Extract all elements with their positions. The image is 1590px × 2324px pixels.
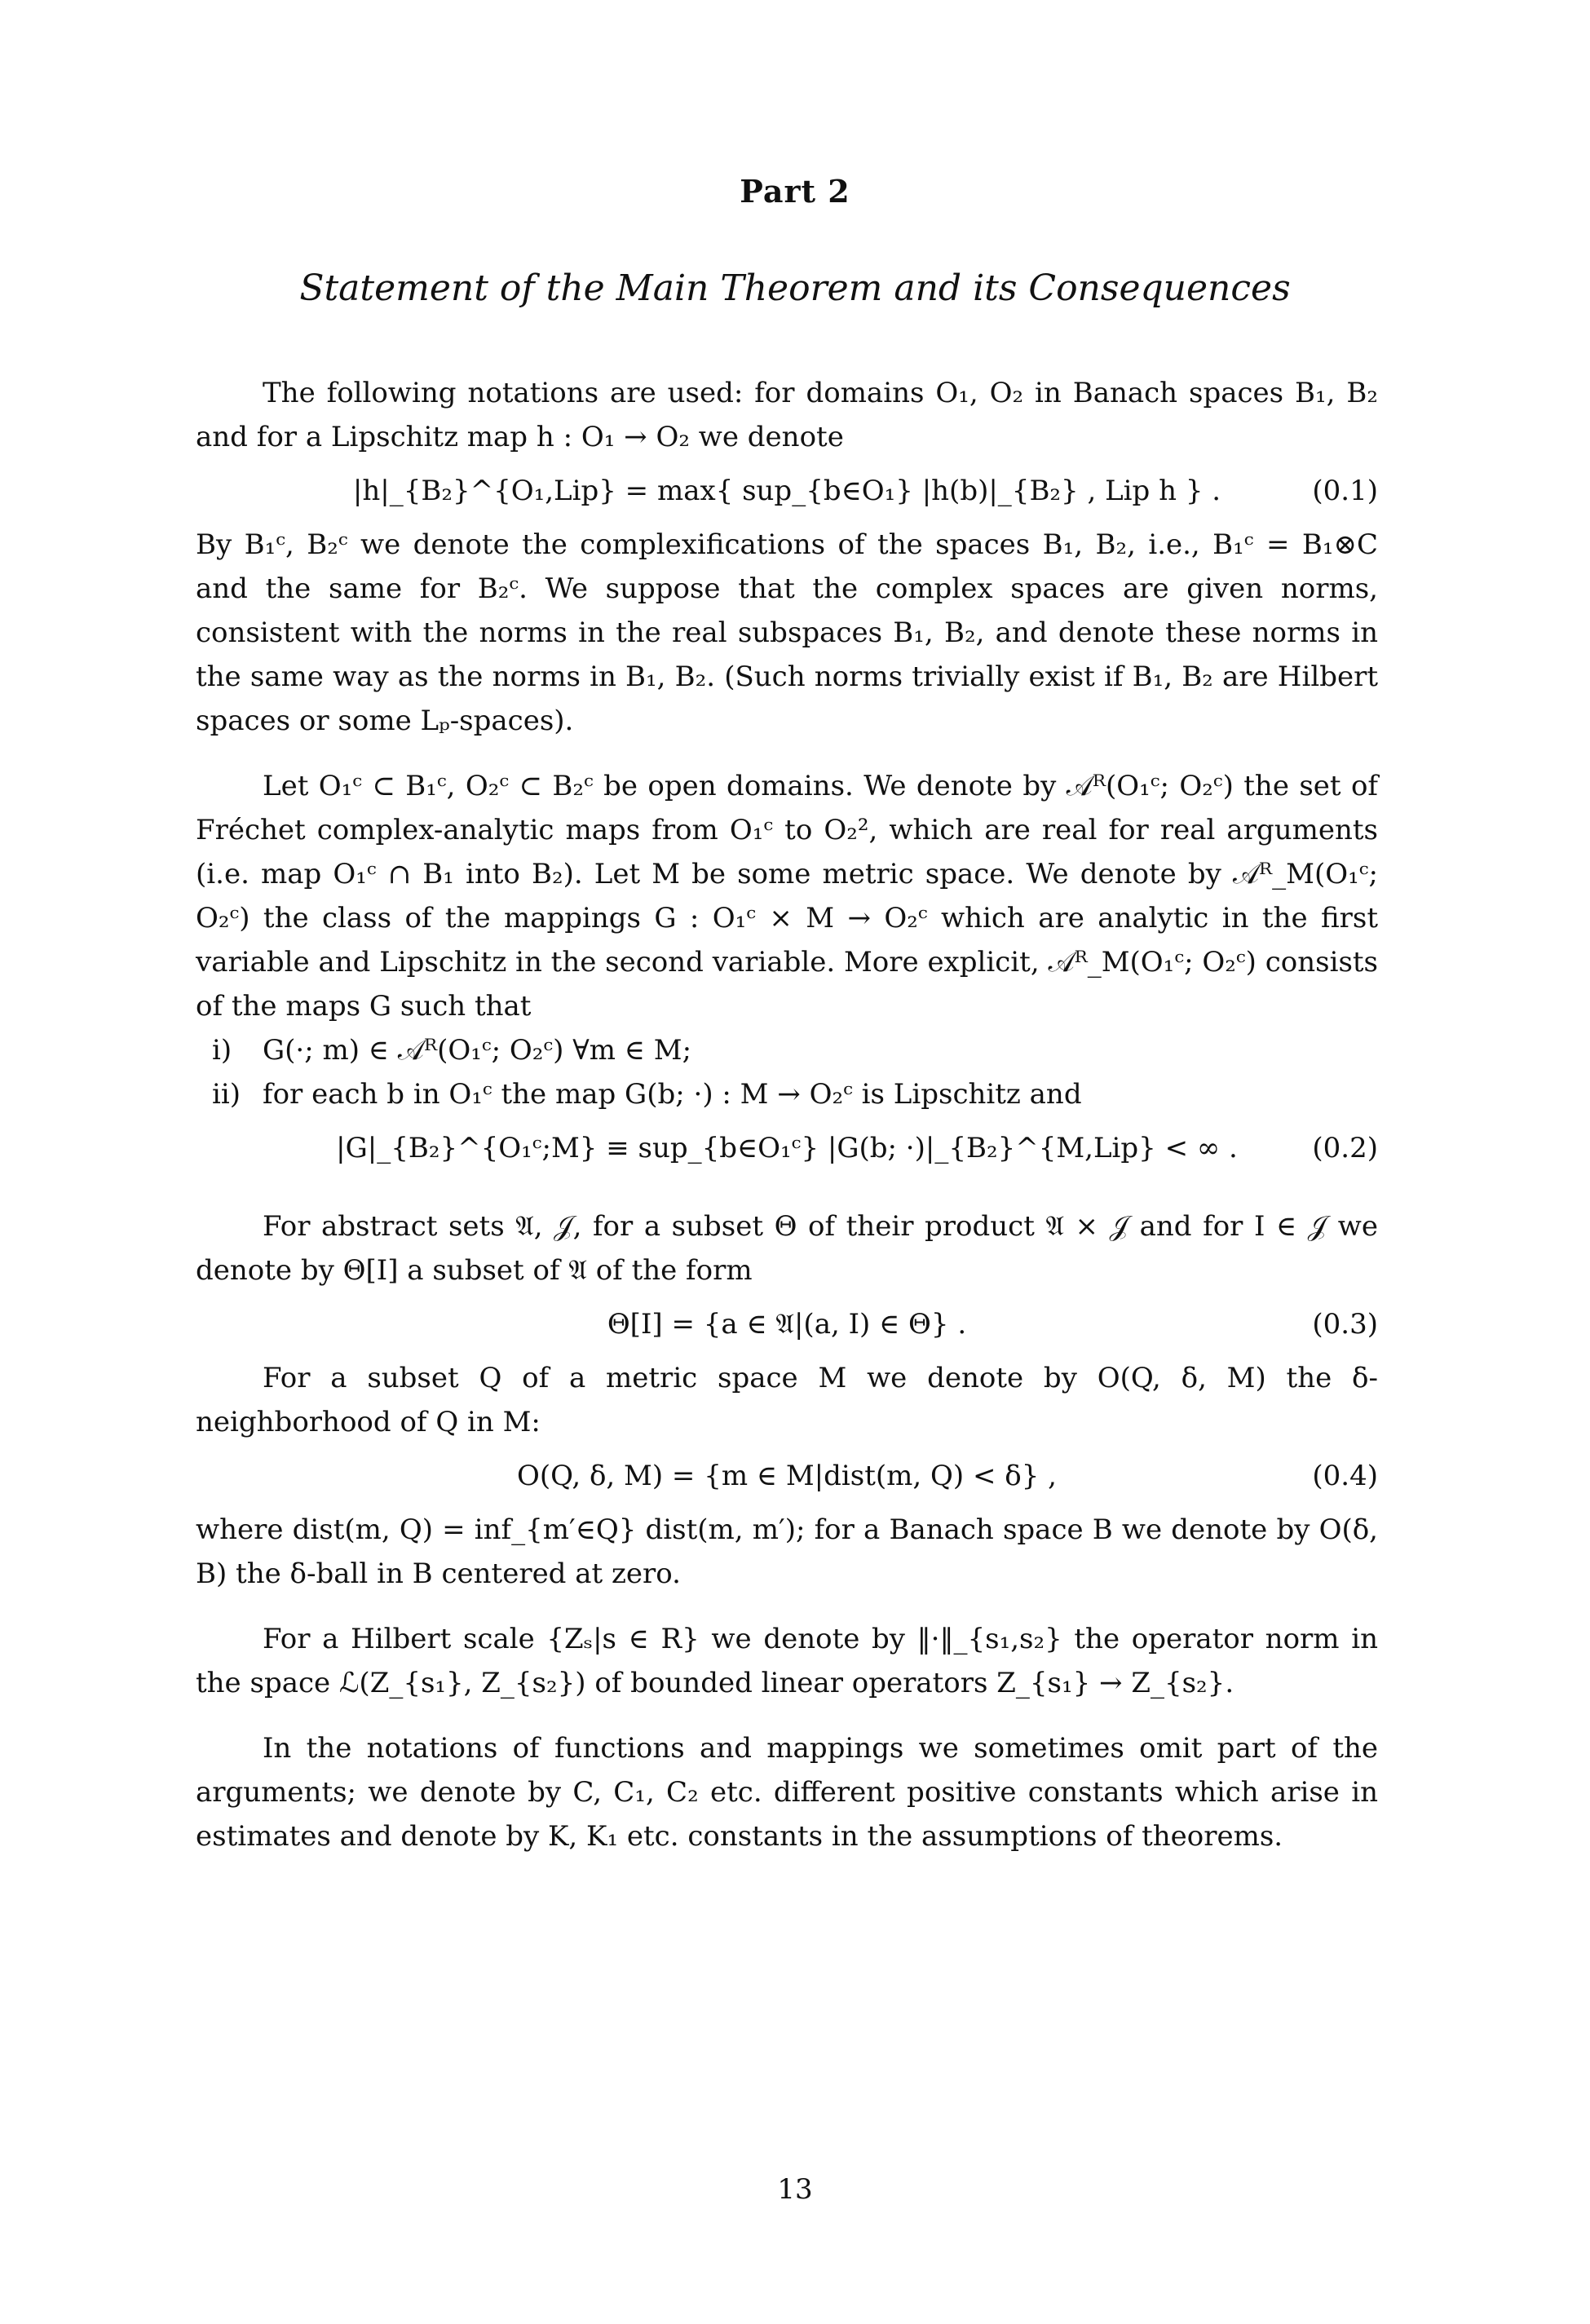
list-item-text: for each b in O₁ᶜ the map G(b; ·) : M → O₂ᶜ is Lipschitz and [263, 1078, 1082, 1111]
list-item [196, 1072, 1378, 1116]
paragraph-neighborhood: For a subset Q of a metric space M we denote by O(Q, δ, M) the δ-neighborhood of Q in M: [196, 1362, 1378, 1438]
section-title: Statement of the Main Theorem and its Consequences [299, 267, 1291, 309]
equation-number: (0.1) [1312, 475, 1378, 507]
equation-0-2 [196, 1116, 1378, 1204]
list-item-label: i) [212, 1034, 232, 1067]
equation-0-1 [196, 459, 1378, 523]
equation-formula: |h|_{B₂}^{O₁,Lip} = max{ sup_{b∈O₁} |h(b)|_{B₂} , Lip h } . [352, 475, 1221, 507]
paragraph-hilbert-scale: For a Hilbert scale {Zₛ|s ∈ R} we denote by ‖·‖_{s₁,s₂} the operator norm in the space ℒ(Z_{s₁}, Z_{s₂}) of bounded linear operators Z_{s₁} → Z_{s₂}. [196, 1623, 1378, 1699]
paragraph-analytic-maps: Let O₁ᶜ ⊂ B₁ᶜ, O₂ᶜ ⊂ B₂ᶜ be open domains. We denote by 𝒜ᴿ(O₁ᶜ; O₂ᶜ) the set of Fréchet complex-analytic maps from O₁ᶜ to O₂², which are real for real arguments (i.e. map O₁ᶜ ∩ B₁ into B₂). Let M be some metric space. We denote by 𝒜ᴿ_M(O₁ᶜ; O₂ᶜ) the class of the mappings G : O₁ᶜ × M → O₂ᶜ which are analytic in the first variable and Lipschitz in the second variable. More explicit, 𝒜ᴿ_M(O₁ᶜ; O₂ᶜ) consists of the maps G such that [196, 770, 1378, 1023]
paragraph-abstract-sets: For abstract sets 𝔄, 𝒥, for a subset Θ of their product 𝔄 × 𝒥 and for I ∈ 𝒥 we denote by Θ[I] a subset of 𝔄 of the form [196, 1210, 1378, 1287]
list-item-label: ii) [212, 1078, 241, 1111]
equation-number: (0.4) [1312, 1460, 1378, 1492]
page-number: 13 [777, 2173, 813, 2206]
equation-number: (0.3) [1312, 1308, 1378, 1341]
body-text [196, 371, 1378, 1858]
equation-0-3 [196, 1292, 1378, 1356]
equation-formula: |G|_{B₂}^{O₁ᶜ;M} ≡ sup_{b∈O₁ᶜ} |G(b; ·)|_{B₂}^{M,Lip} < ∞ . [336, 1132, 1238, 1164]
equation-0-4 [196, 1444, 1378, 1508]
paragraph-complexification: By B₁ᶜ, B₂ᶜ we denote the complexifications of the spaces B₁, B₂, i.e., B₁ᶜ = B₁⊗C and the same for B₂ᶜ. We suppose that the complex spaces are given norms, consistent with the norms in the real subspaces B₁, B₂, and denote these norms in the same way as the norms in B₁, B₂. (Such norms trivially exist if B₁, B₂ are Hilbert spaces or some Lₚ-spaces). [196, 528, 1378, 737]
list-item-text: G(·; m) ∈ 𝒜ᴿ(O₁ᶜ; O₂ᶜ) ∀m ∈ M; [263, 1034, 692, 1067]
equation-formula: Θ[I] = {a ∈ 𝔄|(a, I) ∈ Θ} . [607, 1308, 967, 1341]
equation-number: (0.2) [1312, 1132, 1378, 1164]
list-item [196, 1028, 1378, 1072]
paragraph-notations: The following notations are used: for domains O₁, O₂ in Banach spaces B₁, B₂ and for a Lipschitz map h : O₁ → O₂ we denote [196, 377, 1378, 453]
paragraph-constants: In the notations of functions and mappings we sometimes omit part of the arguments; we denote by C, C₁, C₂ etc. different positive constants which arise in estimates and denote by K, K₁ etc. constants in the assumptions of theorems. [196, 1732, 1378, 1853]
paragraph-dist: where dist(m, Q) = inf_{m′∈Q} dist(m, m′); for a Banach space B we denote by O(δ, B) the δ-ball in B centered at zero. [196, 1513, 1378, 1590]
part-heading: Part 2 [740, 173, 850, 210]
equation-formula: O(Q, δ, M) = {m ∈ M|dist(m, Q) < δ} , [517, 1460, 1057, 1492]
